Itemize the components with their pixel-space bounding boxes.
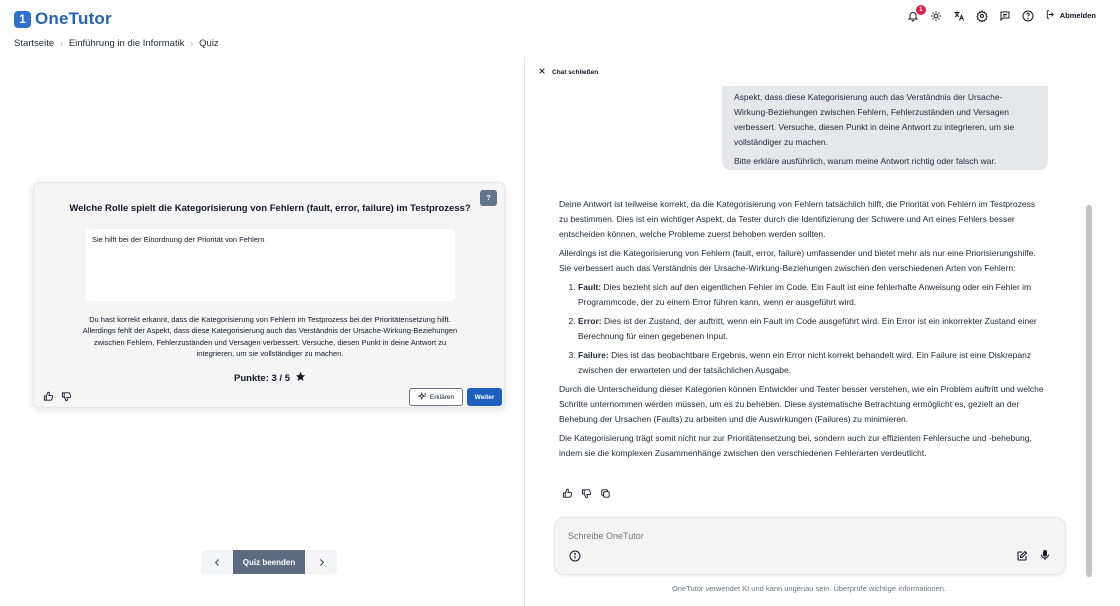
logout-label: Abmelden xyxy=(1059,11,1096,20)
thumbs-up-icon[interactable] xyxy=(43,389,54,407)
breadcrumb-item-home[interactable]: Startseite xyxy=(14,38,55,49)
mic-icon[interactable] xyxy=(1039,548,1051,567)
breadcrumb xyxy=(14,38,219,49)
help-button[interactable]: ? xyxy=(480,190,497,206)
quiz-pager xyxy=(201,550,337,574)
error-type-list xyxy=(559,280,1045,378)
gear-icon[interactable] xyxy=(976,10,988,22)
answer-field[interactable]: Sie hilft bei der Einordnung der Priorität von Fehlern xyxy=(85,229,455,301)
thumbs-down-icon[interactable] xyxy=(581,486,592,504)
copy-icon[interactable] xyxy=(600,486,611,504)
assistant-paragraph: Allerdings ist die Kategorisierung von Fehlern (fault, error, failure) umfassender und bietet mehr als nur eine Priorisierungshilfe. Sie verbessert auch das Verständnis der Ursache-Wirkung-Beziehungen zwischen den verschiedenen Arten von Fehlern: xyxy=(559,248,1036,273)
edit-icon[interactable] xyxy=(1016,549,1028,567)
assistant-paragraph: Deine Antwort ist teilweise korrekt, da die Kategorisierung von Fehlern tatsächlich hilft, die Priorität von Fehlern im Testprozess zu bestimmen. Dies ist ein wichtiger Aspekt, da Tester durch die Identifizierung der Schwere und Art eines Fehlers besser entscheiden können, welche Probleme zuerst behoben werden sollten. xyxy=(559,199,1036,239)
thumbs-down-icon[interactable] xyxy=(61,389,72,407)
app-header xyxy=(0,0,1120,36)
ai-disclaimer: OneTutor verwendet KI und kann ungenau sein. Überprüfe wichtige Informationen. xyxy=(671,584,947,593)
sun-icon[interactable] xyxy=(930,10,942,22)
quiz-feedback: Du hast korrekt erkannt, dass die Kategorisierung von Fehlern im Testprozess bei der Prioritätensetzung hilft. Allerdings fehlt der Aspekt, dass diese Kategorisierung auch das Verständnis der Ursache-Wirkung-Beziehungen zwischen Fehlern, Fehlerzuständen und Versagen verbessert. Versuche, diesen Punkt in deine Antwort zu integrieren, um sie vollständiger zu machen. xyxy=(82,315,458,358)
info-icon[interactable] xyxy=(569,549,581,567)
bell-icon[interactable] xyxy=(907,6,923,22)
logout-icon xyxy=(1045,9,1056,22)
user-message xyxy=(722,86,1048,170)
assistant-paragraph: Die Kategorisierung trägt somit nicht nur zur Prioritätensetzung bei, sondern auch zur effizienten Fehlersuche und -behebung, indem sie die komplexen Zusammenhänge zwischen den verschiedenen Fehlerarten verdeutlicht. xyxy=(559,433,1032,458)
explain-label: Erklären xyxy=(429,393,455,401)
explain-button[interactable] xyxy=(409,388,463,406)
chat-scrollbar[interactable] xyxy=(1086,205,1092,577)
list-item: 3. Failure: Dies ist das beobachtbare Ergebnis, wenn ein Error nicht korrekt behandelt wird. Ein Failure ist eine Diskrepanz zwischen der erwarteten und der tatsächlichen Ausgabe. xyxy=(578,348,1045,378)
assistant-message xyxy=(559,197,1045,465)
close-chat-button[interactable] xyxy=(538,67,598,77)
sparkle-icon xyxy=(418,392,427,403)
breadcrumb-item-quiz: Quiz xyxy=(199,38,219,49)
chat-icon[interactable] xyxy=(999,10,1011,22)
close-icon xyxy=(538,67,546,77)
thumbs-up-icon[interactable] xyxy=(562,486,573,504)
logo[interactable] xyxy=(14,9,112,29)
next-button[interactable]: Weiter xyxy=(467,388,502,406)
chat-composer xyxy=(554,517,1066,575)
logo-text: OneTutor xyxy=(35,9,112,28)
star-icon xyxy=(295,371,306,385)
notification-badge: 1 xyxy=(916,5,926,15)
chevron-right-icon[interactable] xyxy=(305,550,337,574)
breadcrumb-item-course[interactable]: Einführung in die Informatik xyxy=(68,38,185,49)
user-message-request: Bitte erkläre ausführlich, warum meine Antwort richtig oder falsch war. xyxy=(734,156,997,166)
assistant-message-actions xyxy=(562,486,611,504)
chevron-right-icon: › xyxy=(60,39,63,48)
score-label: Punkte: 3 / 5 xyxy=(234,372,290,384)
translate-icon[interactable] xyxy=(953,10,965,22)
assistant-paragraph: Durch die Unterscheidung dieser Kategorien können Entwickler und Tester besser verstehen, wie ein Problem auftritt und welche Schritte unternommen werden müssen, um es zu beheben. Diese systematische Betrachtung ermöglicht es, gezielt an der Behebung der Ursachen (Faults) zu arbeiten und die Auswirkungen (Failures) zu minimieren. xyxy=(559,384,1044,424)
user-message-text: Aspekt, dass diese Kategorisierung auch das Verständnis der Ursache-Wirkung-Beziehungen zwischen Fehlern, Fehlerzuständen und Versagen verbessert. Versuche, diesen Punkt in deine Antwort zu integrieren, um sie vollständiger zu machen. xyxy=(734,92,1015,147)
help-icon[interactable] xyxy=(1022,10,1034,22)
close-chat-label: Chat schließen xyxy=(552,68,599,76)
quiz-score xyxy=(34,371,506,385)
panel-divider xyxy=(524,57,525,606)
chevron-right-icon: › xyxy=(190,39,194,48)
quiz-question: Welche Rolle spielt die Kategorisierung von Fehlern (fault, error, failure) im Testprozess? xyxy=(69,203,471,214)
end-quiz-button[interactable]: Quiz beenden xyxy=(233,550,305,574)
chevron-left-icon[interactable] xyxy=(201,550,233,574)
header-actions xyxy=(907,6,1096,22)
logo-mark: 1 xyxy=(14,11,31,28)
quiz-feedback-actions xyxy=(43,389,72,407)
list-item: 1. Fault: Dies bezieht sich auf den eigentlichen Fehler im Code. Ein Fault ist eine fehlerhafte Anweisung oder ein Fehler im Programmcode, der zu einem Error führen kann, wenn er ausgeführt wird. xyxy=(578,280,1045,310)
quiz-card xyxy=(33,182,505,408)
chat-input[interactable] xyxy=(568,531,968,541)
logout-button[interactable] xyxy=(1045,9,1096,22)
list-item: 2. Error: Dies ist der Zustand, der auftritt, wenn ein Fault im Code ausgeführt wird. Ein Error ist ein inkorrekter Zustand einer Berechnung für einen gegebenen Input. xyxy=(578,314,1045,344)
